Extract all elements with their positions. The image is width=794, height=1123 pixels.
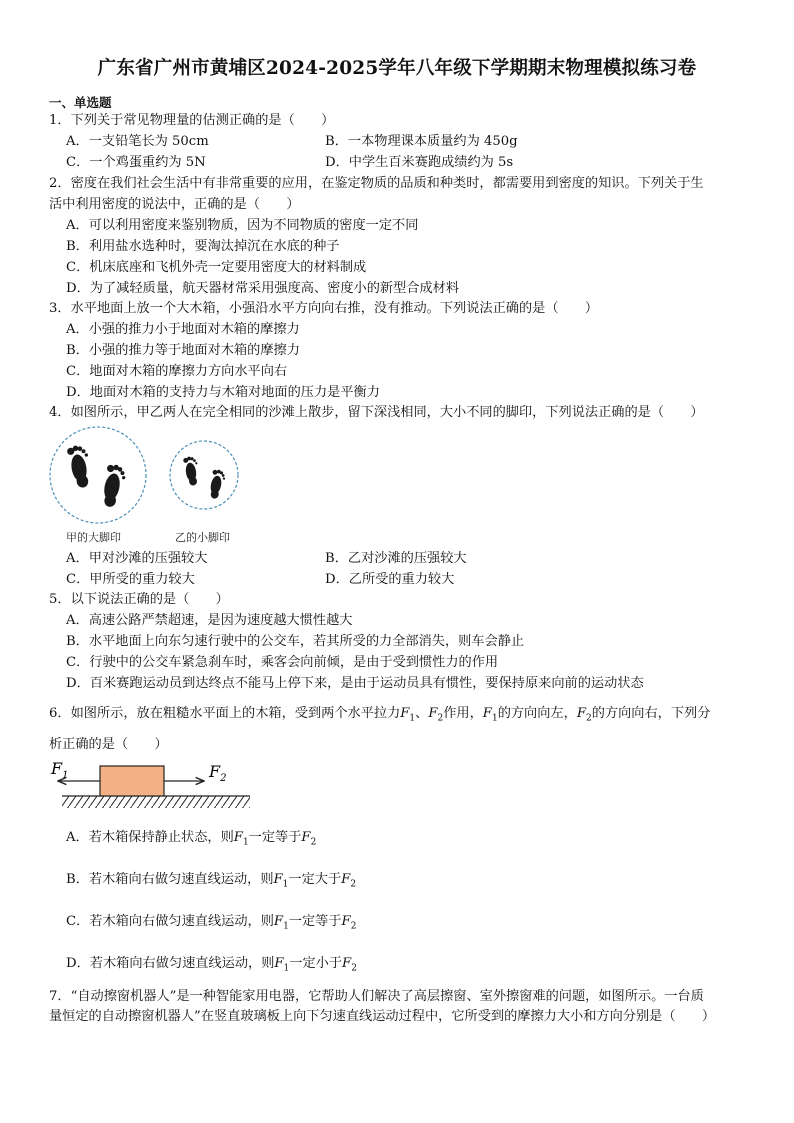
question-7-stem-line2: 量恒定的自动擦窗机器人”在竖直玻璃板上向下匀速直线运动过程中，它所受到的摩擦力大小和方向分别是（ ） [49,1009,716,1024]
footprints-figure [48,422,248,526]
question-6-option-a: A．若木箱保持静止状态，则$F_1$一定等于$F_2$ [66,830,317,848]
question-2-stem-line2: 活中利用密度的说法中，正确的是（ ） [49,197,300,212]
question-3-option-d: D．地面对木箱的支持力与木箱对地面的压力是平衡力 [66,385,380,400]
question-4-option-c: C．甲所受的重力较大 [66,572,195,587]
question-6-stem-line2: 析正确的是（ ） [49,737,168,752]
question-3-option-b: B．小强的推力等于地面对木箱的摩擦力 [66,343,300,358]
force-label-f2: $F_2$ [209,762,227,784]
force-label-f1: $F_1$ [51,759,69,781]
question-6-option-b: B．若木箱向右做匀速直线运动，则$F_1$一定大于$F_2$ [66,872,357,890]
question-5-option-a: A．高速公路严禁超速，是因为速度越大惯性越大 [66,613,353,628]
question-4-stem: 4．如图所示，甲乙两人在完全相同的沙滩上散步，留下深浅相同，大小不同的脚印，下列说法正确的是（ ） [49,405,704,420]
question-1-option-d: D．中学生百米赛跑成绩约为 5s [325,155,514,170]
question-5-option-c: C．行驶中的公交车紧急刹车时，乘客会向前倾，是由于受到惯性力的作用 [66,655,499,670]
question-6-option-c: C．若木箱向右做匀速直线运动，则$F_1$一定等于$F_2$ [66,914,357,932]
big-footprint-right-icon [99,463,127,509]
question-2-option-c: C．机床底座和飞机外壳一定要用密度大的材料制成 [66,260,367,275]
small-footprint-left-icon [183,456,201,487]
question-2-option-b: B．利用盐水选种时，要淘汰掉沉在水底的种子 [66,239,340,254]
question-3-option-c: C．地面对木箱的摩擦力方向水平向右 [66,364,288,379]
question-1-stem: 1．下列关于常见物理量的估测正确的是（ ） [49,113,335,128]
caption-big-footprint: 甲的大脚印 [66,531,121,544]
section-heading: 一、单选题 [49,95,112,110]
question-5-stem: 5．以下说法正确的是（ ） [49,592,229,607]
question-1-option-c: C．一个鸡蛋重约为 5N [66,155,206,170]
small-footprint-right-icon [207,469,226,500]
question-1-option-b: B．一本物理课本质量约为 450g [325,134,518,149]
question-2-stem-line1: 2．密度在我们社会生活中有非常重要的应用，在鉴定物质的品质和种类时，都需要用到密度的知识。下列关于生 [49,176,704,191]
question-4-option-d: D．乙所受的重力较大 [325,572,455,587]
question-2-option-d: D．为了减轻质量，航天器材常采用强度高、密度小的新型合成材料 [66,281,460,296]
force-diagram [48,756,258,812]
question-1-option-a: A．一支铅笔长为 50cm [66,134,209,149]
caption-small-footprint: 乙的小脚印 [175,531,230,544]
question-7-stem-line1: 7．“自动擦窗机器人”是一种智能家用电器，它帮助人们解决了高层擦窗、室外擦窗难的问题，如图所示。一台质 [49,989,704,1004]
small-footprint-circle [170,441,238,509]
page-title: 广东省广州市黄埔区2024-2025学年八年级下学期期末物理模拟练习卷 [97,58,697,79]
question-6-stem-line1: 6．如图所示，放在粗糙水平面上的木箱，受到两个水平拉力$F_1$、$F_2$作用，$F_1$的方向向左，$F_2$的方向向右，下列分 [49,706,711,724]
question-3-stem: 3．水平地面上放一个大木箱，小强沿水平方向向右推，没有推动。下列说法正确的是（ ） [49,301,599,316]
ground-hatching [62,796,250,808]
question-2-option-a: A．可以利用密度来鉴别物质，因为不同物质的密度一定不同 [66,218,419,233]
wooden-box [100,766,164,796]
question-6-option-d: D．若木箱向右做匀速直线运动，则$F_1$一定小于$F_2$ [66,956,357,974]
question-5-option-d: D．百米赛跑运动员到达终点不能马上停下来，是由于运动员具有惯性，要保持原来向前的运动状态 [66,676,644,691]
question-3-option-a: A．小强的推力小于地面对木箱的摩擦力 [66,322,300,337]
big-footprint-circle [50,427,146,523]
question-5-option-b: B．水平地面上向东匀速行驶中的公交车，若其所受的力全部消失，则车会静止 [66,634,525,649]
question-4-option-b: B．乙对沙滩的压强较大 [325,551,467,566]
big-footprint-left-icon [66,444,93,489]
question-4-option-a: A．甲对沙滩的压强较大 [66,551,208,566]
